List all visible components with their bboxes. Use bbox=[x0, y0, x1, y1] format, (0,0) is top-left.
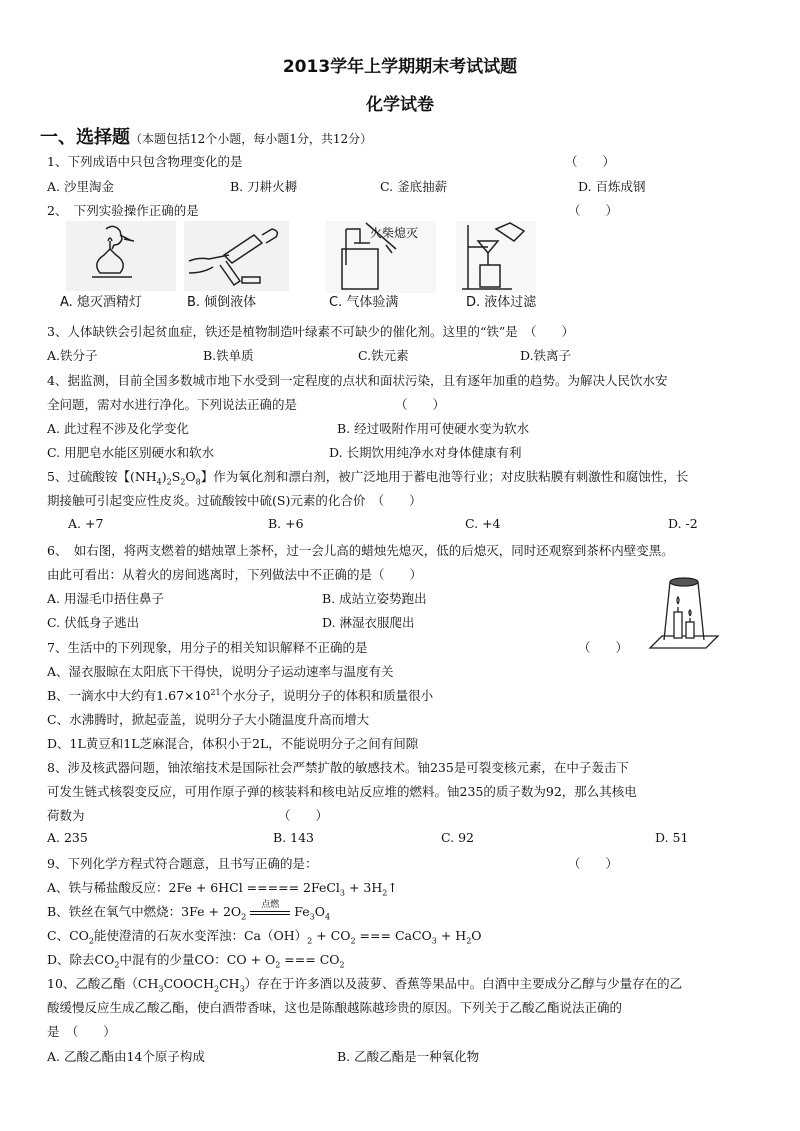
section-note: （本题包括12个小题，每小题1分，共12分） bbox=[130, 132, 373, 146]
q1-answer-paren: （ ） bbox=[565, 154, 616, 169]
q9-option-a: A、铁与稀盐酸反应：2Fe + 6HCl ===== 2FeCl$_3$ + $3H_2↑$ bbox=[47, 880, 398, 898]
section-heading bbox=[40, 123, 372, 149]
figure-a-lamp-blowing bbox=[66, 221, 176, 291]
q8-line3: 荷数为 bbox=[47, 808, 85, 823]
q10-option-b: B. 乙酸乙酯是一种氧化物 bbox=[337, 1049, 480, 1064]
q7-option-d: D、1L黄豆和1L芝麻混合，体积小于2L，不能说明分子之间有间隙 bbox=[47, 736, 419, 751]
q10-line3: 是 （ ） bbox=[47, 1024, 116, 1039]
q6-option-a: A. 用湿毛巾捂住鼻子 bbox=[47, 591, 164, 606]
q4-option-c: C. 用肥皂水能区别硬水和软水 bbox=[47, 445, 215, 460]
q1-stem: 1、下列成语中只包含物理变化的是 bbox=[47, 154, 243, 169]
q6-option-c: C. 伏低身子逃出 bbox=[47, 615, 140, 630]
q3-option-d: D.铁离子 bbox=[520, 348, 572, 363]
q4-option-d: D. 长期饮用纯净水对身体健康有利 bbox=[329, 445, 522, 460]
q5-option-a: A. +7 bbox=[68, 516, 104, 531]
q9-option-c: C、$CO_2$能使澄清的石灰水变浑浊：$Ca(OH)_2 + CO_2$ === CaCO$_3$ + $H_2O$ bbox=[47, 928, 482, 946]
figure-b-label: B. 倾倒液体 bbox=[187, 295, 257, 310]
q4-option-b: B. 经过吸附作用可使硬水变为软水 bbox=[337, 421, 530, 436]
q4-answer-paren: （ ） bbox=[395, 397, 446, 412]
q5-option-d: D. -2 bbox=[668, 516, 698, 531]
figure-d-filtration bbox=[456, 221, 536, 293]
exam-title: 2013学年上学期期末考试试题 bbox=[282, 57, 518, 77]
q8-line1: 8、涉及核武器问题，铀浓缩技术是国际社会严禁扩散的敏感技术。铀235是可裂变核元素，在中子轰击下 bbox=[47, 760, 629, 775]
q1-option-a: A. 沙里淘金 bbox=[47, 179, 114, 194]
q7-answer-paren: （ ） bbox=[578, 640, 629, 655]
q7-option-a: A、湿衣服晾在太阳底下干得快，说明分子运动速率与温度有关 bbox=[47, 664, 394, 679]
q6-line2: 由此可看出：从着火的房间逃离时，下列做法中不正确的是（ ） bbox=[47, 567, 423, 582]
q5-option-c: C. +4 bbox=[465, 516, 501, 531]
q9-option-d: D、除去$CO_2$中混有的少量CO：CO + $O_2$ === $CO_2$ bbox=[47, 952, 345, 970]
q6-line1: 6、 如右图，将两支燃着的蜡烛罩上茶杯，过一会儿高的蜡烛先熄灭，低的后熄灭，同时还观察到茶杯内壁变黑。 bbox=[47, 543, 674, 558]
figure-a-label: A. 熄灭酒精灯 bbox=[60, 295, 142, 310]
figure-c-label: C. 气体验满 bbox=[329, 295, 399, 310]
figure-b-pouring-liquid bbox=[184, 221, 289, 291]
q1-option-b: B. 刀耕火耨 bbox=[230, 179, 298, 194]
q9-option-b: B、铁丝在氧气中燃烧：$3Fe + 2O_2$ 点燃 $Fe_3O_4$ bbox=[47, 902, 330, 920]
q10-line2: 酸缓慢反应生成乙酸乙酯，使白酒带香味，这也是陈酿越陈越珍贵的原因。下列关于乙酸乙酯说法正确的 bbox=[47, 1000, 623, 1015]
q2-answer-paren: （ ） bbox=[568, 203, 619, 218]
candle-cup-figure bbox=[648, 574, 720, 652]
q8-line2: 可发生链式核裂变反应，可用作原子弹的核装料和核电站反应堆的燃料。铀235的质子数为92，那么其核电 bbox=[47, 784, 637, 799]
q6-option-d: D. 淋湿衣服爬出 bbox=[322, 615, 415, 630]
q10-line1: 10、乙酸乙酯$(CH_3COOCH_2CH_3)$存在于许多酒以及菠萝、香蕉等果品中。白酒中主要成分乙醇与少量存在的乙 bbox=[47, 976, 683, 994]
q9-option-b-condition: 点燃 bbox=[261, 900, 280, 910]
q8-answer-paren: （ ） bbox=[278, 808, 329, 823]
q1-option-c: C. 釜底抽薪 bbox=[380, 179, 448, 194]
q8-option-b: B. 143 bbox=[273, 830, 314, 845]
q4-line2: 全问题，需对水进行净化。下列说法正确的是 bbox=[47, 397, 298, 412]
figure-c-gas-test bbox=[326, 221, 436, 293]
q3-option-b: B.铁单质 bbox=[203, 348, 254, 363]
q7-stem: 7、生活中的下列现象，用分子的相关知识解释不正确的是 bbox=[47, 640, 368, 655]
q8-option-d: D. 51 bbox=[655, 830, 689, 845]
q7-option-b: B、一滴水中大约有$1.67\times 10^{21}$个水分子，说明分子的体积和质量很小 bbox=[47, 687, 434, 703]
paper-subtitle: 化学试卷 bbox=[366, 95, 434, 115]
q2-stem: 2、 下列实验操作正确的是 bbox=[47, 203, 199, 218]
section-title: 一、选择题 bbox=[40, 127, 130, 148]
q4-option-a: A. 此过程不涉及化学变化 bbox=[47, 421, 189, 436]
q9-answer-paren: （ ） bbox=[568, 856, 619, 871]
q3-option-a: A.铁分子 bbox=[47, 348, 98, 363]
q8-option-c: C. 92 bbox=[441, 830, 474, 845]
q3-stem: 3、人体缺铁会引起贫血症，铁还是植物制造叶绿素不可缺少的催化剂。这里的“铁”是 （ ） bbox=[47, 324, 574, 339]
figure-d-label: D. 液体过滤 bbox=[466, 295, 537, 310]
q10-option-a: A. 乙酸乙酯由14个原子构成 bbox=[47, 1049, 205, 1064]
q7-option-c: C、水沸腾时，掀起壶盖，说明分子大小随温度升高而增大 bbox=[47, 712, 370, 727]
q8-option-a: A. 235 bbox=[47, 830, 88, 845]
q4-line1: 4、据监测，目前全国多数城市地下水受到一定程度的点状和面状污染，且有逐年加重的趋势。为解决人民饮水安 bbox=[47, 373, 668, 388]
q1-option-d: D. 百炼成钢 bbox=[578, 179, 646, 194]
figure-c-caption-text: 火柴熄灭 bbox=[370, 226, 419, 240]
q5-line2: 期接触可引起变应性皮炎。过硫酸铵中硫(S)元素的化合价 （ ） bbox=[47, 493, 422, 508]
q3-option-c: C.铁元素 bbox=[358, 348, 409, 363]
q5-option-b: B. +6 bbox=[268, 516, 304, 531]
q9-stem: 9、下列化学方程式符合题意，且书写正确的是： bbox=[47, 856, 318, 871]
q5-line1: 5、过硫酸铵【$(NH_4)_2S_2O_8$】作为氧化剂和漂白剂，被广泛地用于蓄电池等行业；对皮肤粘膜有刺激性和腐蚀性，长 bbox=[47, 469, 689, 487]
q6-option-b: B. 成站立姿势跑出 bbox=[322, 591, 427, 606]
